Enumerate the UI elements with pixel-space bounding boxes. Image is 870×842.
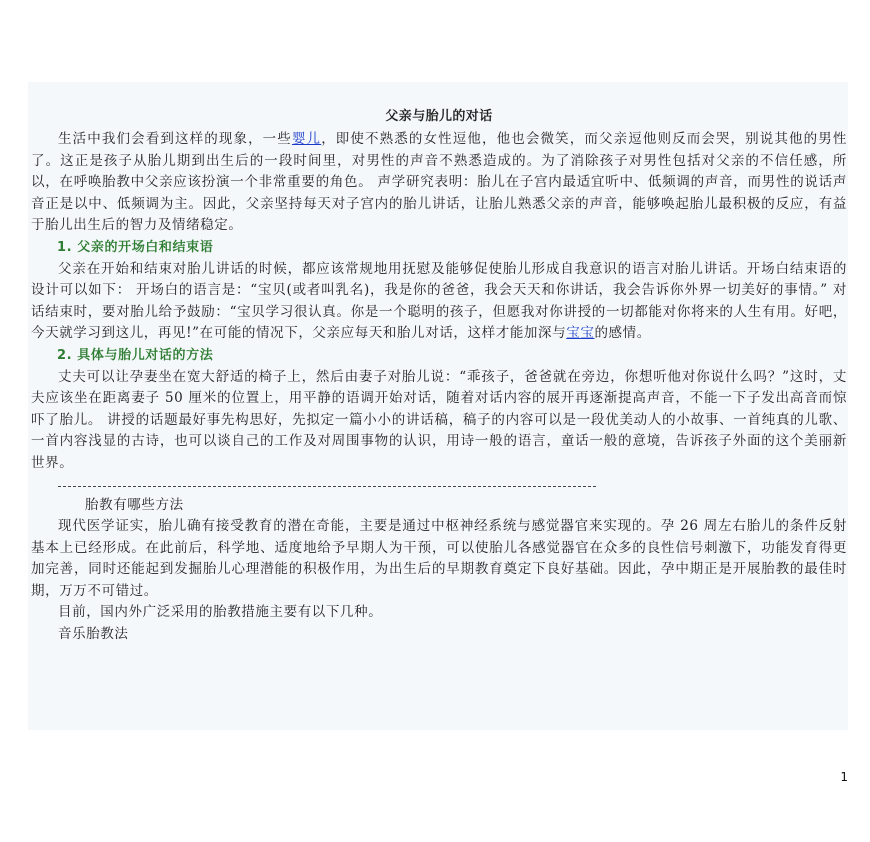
section3-paragraph-1: 现代医学证实，胎儿确有接受教育的潜在奇能，主要是通过中枢神经系统与感觉器官来实现的。孕 26 周左右胎儿的条件反射基本上已经形成。在此前后，科学地、适度地给予早期人为干预，可以使胎儿各感觉器官在众多的良性信号刺激下，功能发育得更加完善，同时还能起到发掘胎儿心理潜能的积极作用，为出生后的早期教育奠定下良好基础。因此，孕中期正是开展胎教的最佳时期，万万不可错过。 (31, 518, 847, 599)
intro-text-end: ，即使不熟悉的女性逗他，他也会微笑，而父亲逗他则反而会哭，别说其他的男性了。这正是孩子从胎儿期到出生后的一段时间里，对男性的声音不熟悉造成的。为了消除孩子对男性包括对父亲的不信任感，所以，在呼唤胎教中父亲应该扮演一个非常重要的角色。 声学研究表明：胎儿在子宫内最适宜听中、低频调的声音，而男性的说话声音正是以中、低频调为主。因此，父亲坚持每天对子宫内的胎儿讲话，让胎儿熟悉父亲的声音，能够唤起胎儿最积极的反应，有益于胎儿出生后的智力及情绪稳定。 (31, 131, 847, 234)
document-content (31, 106, 847, 646)
section3-title: 胎教有哪些方法 (85, 496, 184, 513)
dashed-divider (58, 475, 596, 487)
page-number: 1 (840, 770, 848, 784)
intro-text-start: 生活中我们会看到这样的现象，一些 (58, 131, 292, 147)
section2-paragraph: 丈夫可以让孕妻坐在宽大舒适的椅子上，然后由妻子对胎儿说：“乖孩子，爸爸就在旁边，你想听他对你说什么吗？”这时，丈夫应该坐在距离妻子 50 厘米的位置上，用平静的语调开始对话，随着对话内容的展开再逐渐提高声音，不能一下子发出高音而惊吓了胎儿。 讲授的话题最好事先构思好，先拟定一篇小小的讲话稿，稿子的内容可以是一段优美动人的小故事、一首纯真的儿歌、一首内容浅显的古诗，也可以谈自己的工作及对周围事物的认识，用诗一般的语言，童话一般的意境，告诉孩子外面的这个美丽新世界。 (31, 368, 847, 471)
section2-heading: 2. 具体与胎儿对话的方法 (57, 347, 214, 363)
section3-paragraph-2: 目前，国内外广泛采用的胎教措施主要有以下几种。 (58, 604, 383, 621)
infant-link[interactable]: 婴儿 (291, 131, 322, 147)
section1-paragraph (31, 259, 847, 345)
section1-text-end: 的感情。 (594, 325, 651, 342)
section3-paragraph-3: 音乐胎教法 (58, 626, 129, 643)
page-title: 父亲与胎儿的对话 (385, 109, 493, 124)
section1-heading: 1. 父亲的开场白和结束语 (57, 239, 214, 255)
intro-paragraph (31, 129, 847, 237)
section1-text-start: 父亲在开始和结束对胎儿讲话的时候，都应该常规地用抚慰及能够促使胎儿形成自我意识的语言对胎儿讲话。开场白结束语的设计可以如下： 开场白的语言是：“宝贝(或者叫乳名)，我是你的爸爸，我会天天和你讲话，我会告诉你外界一切美好的事情。” 对话结束时，要对胎儿给予鼓励：“宝贝学习很认真。你是一个聪明的孩子，但愿我对你讲授的一切都能对你将来的人生有用。好吧，今天就学习到这儿，再见!”在可能的情况下，父亲应每天和胎儿对话，这样才能加深与 (31, 260, 847, 342)
baby-link[interactable]: 宝宝 (566, 325, 595, 342)
